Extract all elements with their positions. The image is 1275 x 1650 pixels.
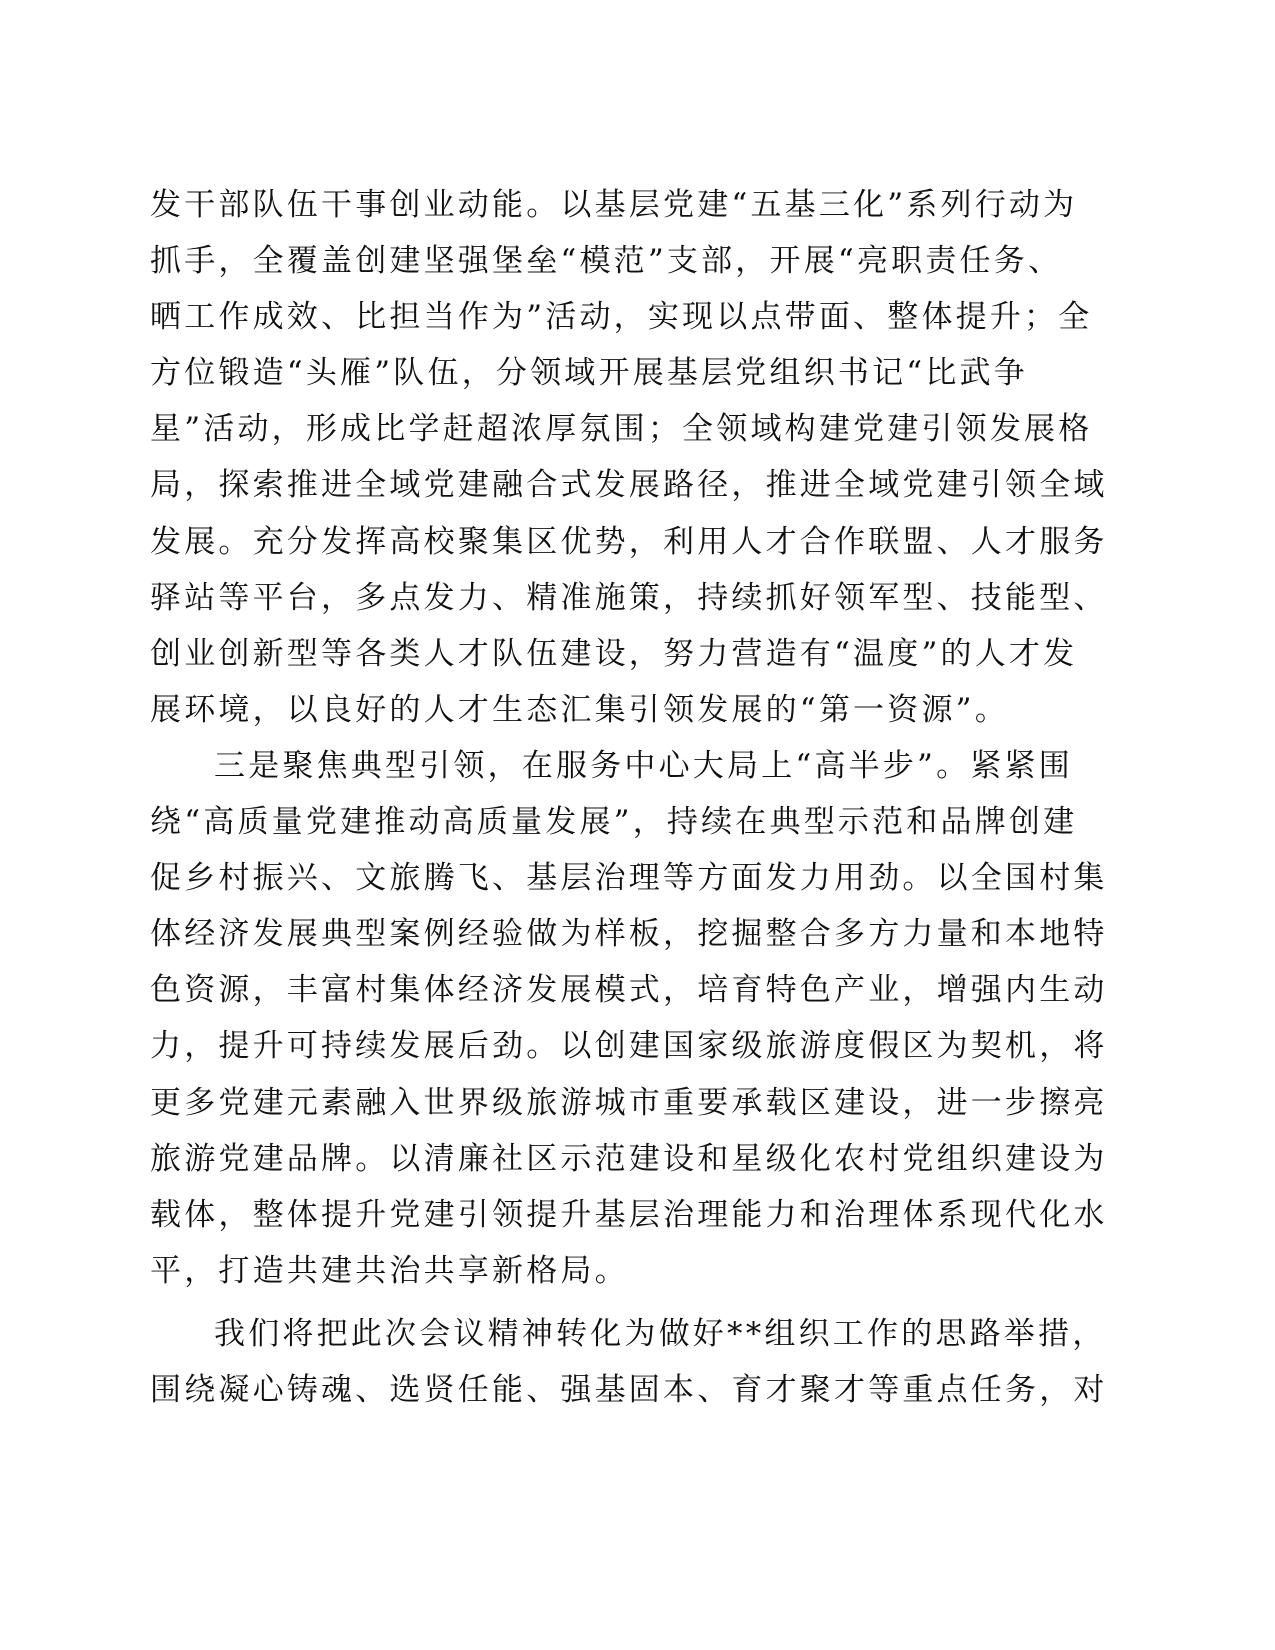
text-line: 绕“高质量党建推动高质量发展”，持续在典型示范和品牌创建 xyxy=(150,804,1078,841)
text-line: 星”活动，形成比学赶超浓厚氛围；全领域构建党建引领发展格 xyxy=(150,411,1093,448)
text-line: 创业创新型等各类人才队伍建设，努力营造有“温度”的人才发 xyxy=(150,635,1078,672)
paragraph-cadre-talent xyxy=(150,177,1108,738)
text-line: 载体，整体提升党建引领提升基层治理能力和治理体系现代化水 xyxy=(150,1196,1108,1233)
paragraph-conclusion xyxy=(150,1306,1108,1418)
text-line: 色资源，丰富村集体经济发展模式，培育特色产业，增强内生动 xyxy=(150,972,1108,1009)
text-line: 旅游党建品牌。以清廉社区示范建设和星级化农村党组织建设为 xyxy=(150,1140,1108,1177)
text-line: 三是聚焦典型引领，在服务中心大局上“高半步”。紧紧围 xyxy=(214,747,1073,784)
text-line: 发展。充分发挥高校聚集区优势，利用人才合作联盟、人才服务 xyxy=(150,523,1108,560)
text-line: 晒工作成效、比担当作为”活动，实现以点带面、整体提升；全 xyxy=(150,299,1093,336)
text-line: 平，打造共建共治共享新格局。 xyxy=(150,1252,629,1289)
text-line: 局，探索推进全域党建融合式发展路径，推进全域党建引领全域 xyxy=(150,467,1108,504)
text-line: 体经济发展典型案例经验做为样板，挖掘整合多方力量和本地特 xyxy=(150,916,1108,953)
paragraph-typical-leadership xyxy=(150,738,1108,1299)
text-line: 展环境，以良好的人才生态汇集引领发展的“第一资源”。 xyxy=(150,691,1009,728)
text-line: 我们将把此次会议精神转化为做好**组织工作的思路举措， xyxy=(214,1315,1107,1352)
document-page xyxy=(150,177,1108,1418)
text-line: 更多党建元素融入世界级旅游城市重要承载区建设，进一步擦亮 xyxy=(150,1084,1108,1121)
text-line: 驿站等平台，多点发力、精准施策，持续抓好领军型、技能型、 xyxy=(150,579,1108,616)
text-line: 抓手，全覆盖创建坚强堡垒“模范”支部，开展“亮职责任务、 xyxy=(150,243,1063,280)
text-line: 围绕凝心铸魂、选贤任能、强基固本、育才聚才等重点任务，对 xyxy=(150,1371,1108,1408)
text-line: 发干部队伍干事创业动能。以基层党建“五基三化”系列行动为 xyxy=(150,187,1078,223)
text-line: 促乡村振兴、文旅腾飞、基层治理等方面发力用劲。以全国村集 xyxy=(150,860,1108,897)
text-line: 力，提升可持续发展后劲。以创建国家级旅游度假区为契机，将 xyxy=(150,1028,1108,1065)
text-line: 方位锻造“头雁”队伍，分领域开展基层党组织书记“比武争 xyxy=(150,355,1028,392)
